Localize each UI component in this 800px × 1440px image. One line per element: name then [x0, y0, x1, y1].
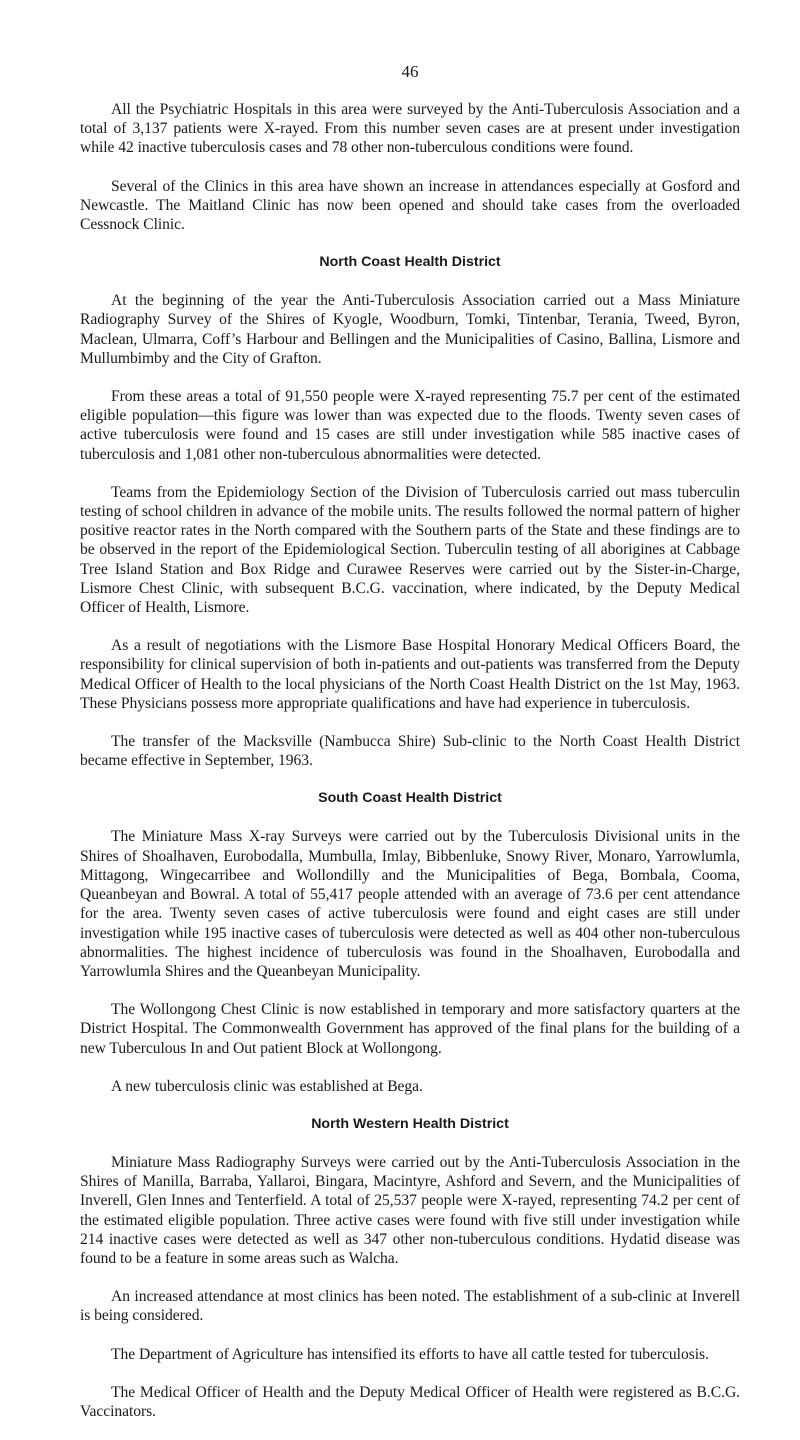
section-south-coast	[80, 789, 740, 1095]
section-north-western	[80, 1115, 740, 1421]
section-north-coast	[80, 253, 740, 770]
section-heading: South Coast Health District	[318, 790, 502, 807]
paragraph: As a result of negotiations with the Lismore Base Hospital Honorary Medical Officers Board, the responsibility for clinical supervision of both in-patients and out-patients was transferred from the Deputy Medical Officer of Health to the local physicians of the North Coast Health District on the 1st May, 1963. These Physicians possess more appropriate qualifications and have had experience in tuberculosis.	[80, 637, 740, 712]
paragraph: A new tuberculosis clinic was established at Bega.	[111, 1077, 423, 1095]
paragraph: Several of the Clinics in this area have shown an increase in attendances especially at Gosford and Newcastle. The Maitland Clinic has now been opened and should take cases from the overloaded Cessnock Clinic.	[80, 177, 740, 234]
paragraph: The Department of Agriculture has intensified its efforts to have all cattle tested for tuberculosis.	[111, 1345, 709, 1363]
paragraph: The Medical Officer of Health and the Deputy Medical Officer of Health were registered as B.C.G. Vaccinators.	[80, 1383, 740, 1420]
paragraph: Miniature Mass Radiography Surveys were carried out by the Anti-Tuberculosis Association in the Shires of Manilla, Barraba, Yallaroi, Bingara, Macintyre, Ashford and Severn, and the Municipalities of Inverell, Glen Innes and Tenterfield. A total of 25,537 people were X-rayed, representing 74.2 per cent of the estimated eligible population. Three active cases were found with five still under investigation while 214 inactive cases were detected as well as 347 other non-tuberculous conditions. Hydatid disease was found to be a feature in some areas such as Walcha.	[80, 1153, 740, 1267]
paragraph: From these areas a total of 91,550 people were X-rayed representing 75.7 per cent of the estimated eligible population—this figure was lower than was expected due to the floods. Twenty seven cases of active tuberculosis were found and 15 cases are still under investigation while 585 inactive cases of tuberculosis and 1,081 other non-tuberculous abnormalities were detected.	[80, 388, 740, 463]
paragraph: The Miniature Mass X-ray Surveys were carried out by the Tuberculosis Divisional units in the Shires of Shoalhaven, Eurobodalla, Mumbulla, Imlay, Bibbenluke, Snowy River, Monaro, Yarrowlumla, Mittagong, Wingecarribee and Wollondilly and the Municipalities of Bega, Bombala, Cooma, Queanbeyan and Bowral. A total of 55,417 people attended with an average of 73.6 per cent attendance for the area. Twenty seven cases of active tuberculosis were found and eight cases are still under investigation while 195 inactive cases of tuberculosis were detected as well as 404 other non-tuberculous abnormalities. The highest incidence of tuberculosis was found in the Shoalhaven, Eurobodalla and Yarrowlumla Shires and the Queanbeyan Municipality.	[80, 828, 740, 980]
section-heading: North Western Health District	[311, 1115, 509, 1132]
document-page	[80, 62, 740, 1440]
paragraph: The transfer of the Macksville (Nambucca Shire) Sub-clinic to the North Coast Health District became effective in September, 1963.	[80, 733, 740, 770]
page-number: 46	[401, 62, 419, 81]
paragraph: All the Psychiatric Hospitals in this area were surveyed by the Anti-Tuberculosis Association and a total of 3,137 patients were X-rayed. From this number seven cases are at present under investigation while 42 inactive tuberculosis cases and 78 other non-tuberculous conditions were found.	[80, 101, 740, 157]
paragraph: Teams from the Epidemiology Section of the Division of Tuberculosis carried out mass tuberculin testing of school children in advance of the mobile units. The results followed the normal pattern of higher positive reactor rates in the North compared with the Southern parts of the State and these findings are to be observed in the report of the Epidemiological Section. Tuberculin testing of all aborigines at Cabbage Tree Island Station and Box Ridge and Curawee Reserves were carried out by the Sister-in-Charge, Lismore Chest Clinic, with subsequent B.C.G. vaccination, where indicated, by the Deputy Medical Officer of Health, Lismore.	[80, 483, 740, 617]
paragraph: The Wollongong Chest Clinic is now established in temporary and more satisfactory quarters at the District Hospital. The Commonwealth Government has approved of the final plans for the building of a new Tuberculous In and Out patient Block at Wollongong.	[80, 1001, 740, 1057]
section-heading: North Coast Health District	[319, 254, 501, 271]
paragraph: At the beginning of the year the Anti-Tuberculosis Association carried out a Mass Miniature Radiography Survey of the Shires of Kyogle, Woodburn, Tomki, Tintenbar, Terania, Tweed, Byron, Maclean, Ulmarra, Coff’s Harbour and Bellingen and the Municipalities of Casino, Ballina, Lismore and Mullumbimby and the City of Grafton.	[80, 292, 740, 367]
paragraph: An increased attendance at most clinics has been noted. The establishment of a sub-clinic at Inverell is being considered.	[80, 1288, 740, 1325]
section-intro	[80, 100, 740, 234]
